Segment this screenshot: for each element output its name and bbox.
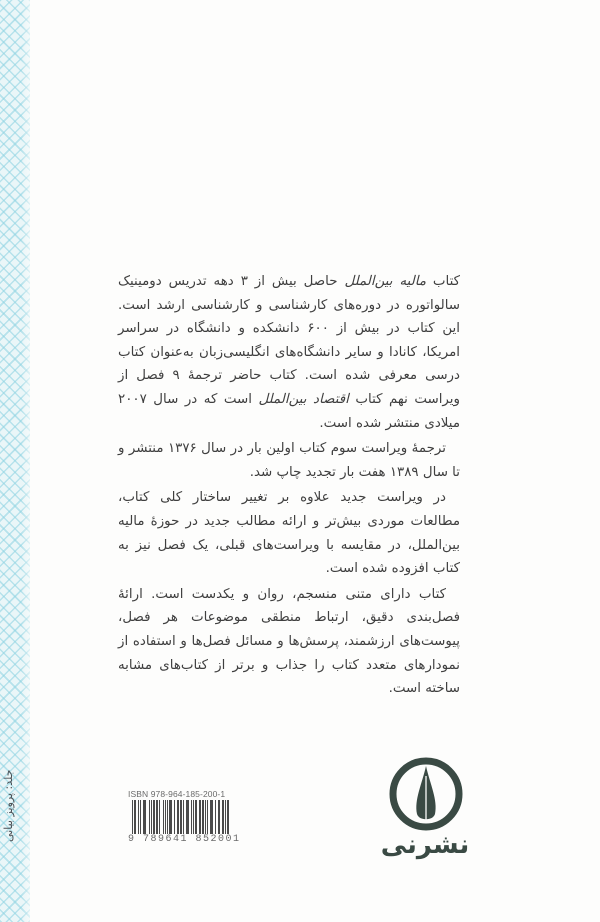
- blurb-paragraph: [118, 486, 460, 580]
- blurb-text: کتاب: [426, 274, 461, 289]
- blurb-paragraph: [118, 270, 460, 435]
- cover-designer-credit: جلد: پرویز بیانی: [2, 770, 15, 843]
- blurb-text: است که در سال ۲۰۰۷ میلادی منتشر شده است.: [118, 391, 460, 431]
- blurb-paragraph: [118, 437, 460, 484]
- book-blurb: [118, 270, 460, 701]
- blurb-paragraph: [118, 583, 460, 701]
- blurb-text: در ویراست جدید علاوه بر تغییر ساختار کلی کتاب، مطالعات موردی بیش‌تر و ارائه مطالب جدید در حوزهٔ مالیه بین‌الملل، در مقایسه با ویراست‌های قبلی، یک فصل نیز به کتاب افزوده شده است.: [118, 490, 460, 577]
- blurb-text: ترجمهٔ ویراست سوم کتاب اولین بار در سال ۱۳۷۶ منتشر و تا سال ۱۳۸۹ هفت بار تجدید چاپ شد.: [118, 441, 460, 480]
- book-title-text: اقتصاد بین‌الملل: [258, 391, 349, 407]
- isbn-barcode: [128, 789, 241, 845]
- leaf-in-circle-icon: [388, 756, 464, 832]
- publisher-name: نشرنی: [380, 830, 470, 860]
- isbn-label: ISBN 978-964-185-200-1: [128, 789, 226, 799]
- spine-fade: [22, 0, 36, 922]
- barcode-bars: [132, 800, 230, 834]
- blurb-text: حاصل بیش از ۳ دهه تدریس دومینیک سالواتوره در دوره‌های کارشناسی و کارشناسی ارشد است. این کتاب در بیش از ۶۰۰ دانشکده و دانشگاه در سراسر امریکا، کانادا و سایر دانشگاه‌های انگلیسی‌زبان به‌عنوان کتاب درسی معرفی شده است. کتاب حاضر ترجمهٔ ۹ فصل از ویراست نهم کتاب: [118, 274, 460, 407]
- barcode-digits: 9 789641 852001: [128, 834, 241, 845]
- blurb-text: کتاب دارای متنی منسجم، روان و یکدست است. ارائهٔ فصل‌بندی دقیق، ارتباط منطقی موضوعات هر فصل، پیوست‌های ارزشمند، پرسش‌ها و مسائل فصل‌ها و استفاده از نمودارهای متعدد کتاب را جذاب و برتر از کتاب‌های مشابه ساخته است.: [118, 586, 460, 697]
- book-title-text: مالیه بین‌الملل: [344, 274, 426, 289]
